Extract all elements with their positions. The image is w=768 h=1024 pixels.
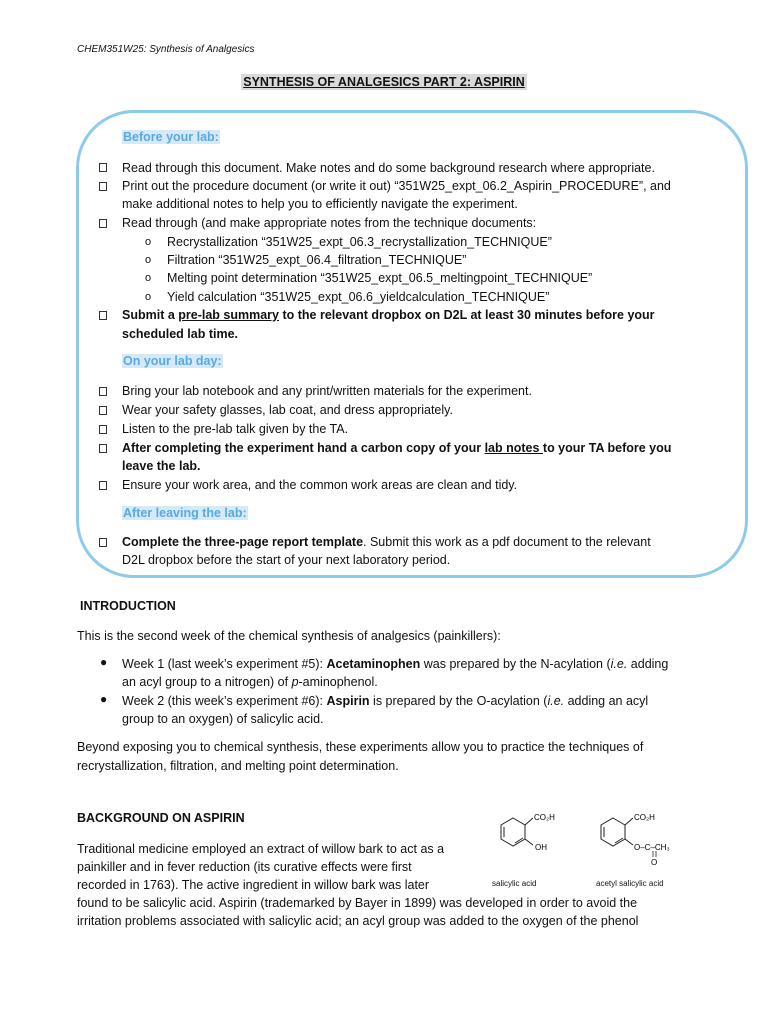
after-lab-heading: After leaving the lab: — [123, 506, 247, 520]
lab-day-item-notebook: Bring your lab notebook and any print/written materials for the experiment. — [122, 384, 532, 398]
introduction-heading: INTRODUCTION — [80, 599, 176, 613]
introduction-lead: This is the second week of the chemical synthesis of analgesics (painkillers): — [77, 629, 501, 643]
circle-bullet-icon: o — [145, 254, 152, 266]
before-item-print-cont: make additional notes to help you to efficiently navigate the experiment. — [122, 197, 518, 211]
introduction-closing-cont: recrystallization, filtration, and melting point determination. — [77, 759, 399, 773]
document-title: SYNTHESIS OF ANALGESICS PART 2: ASPIRIN — [243, 75, 525, 89]
report-item-cont: D2L dropbox before the start of your next laboratory period. — [122, 553, 451, 567]
course-header-note: CHEM351W25: Synthesis of Analgesics — [77, 44, 255, 55]
introduction-closing: Beyond exposing you to chemical synthesis, these experiments allow you to practice the techniques of — [77, 740, 644, 754]
week1-item-cont: an acyl group to a nitrogen) of p-aminophenol. — [122, 675, 378, 689]
checkbox-icon[interactable] — [99, 425, 107, 434]
checkbox-icon[interactable] — [99, 444, 107, 453]
checkbox-icon[interactable] — [99, 311, 107, 320]
before-item-read: Read through this document. Make notes and do some background research where appropriate. — [122, 161, 655, 175]
submit-prelab-item: Submit a pre-lab summary to the relevant dropbox on D2L at least 30 minutes before your — [122, 308, 655, 322]
bullet-icon: ● — [100, 655, 108, 669]
co2h-label: CO₂H — [534, 813, 555, 822]
checkbox-icon[interactable] — [99, 182, 107, 191]
carbonyl-o-label: O — [651, 858, 658, 867]
carbon-copy-item: After completing the experiment hand a carbon copy of your lab notes to your TA before you — [122, 441, 672, 455]
lab-day-item-prelab-talk: Listen to the pre-lab talk given by the TA. — [122, 422, 349, 436]
checkbox-icon[interactable] — [99, 219, 107, 228]
lab-day-heading: On your lab day: — [123, 354, 222, 368]
checkbox-icon[interactable] — [99, 387, 107, 396]
report-item: Complete the three-page report template. Submit this work as a pdf document to the relevant — [122, 535, 651, 549]
ester-label: O–C–CH₃ — [634, 843, 670, 852]
week1-item: Week 1 (last week’s experiment #5): Acetaminophen was prepared by the N-acylation (i.e. adding — [122, 657, 669, 671]
week2-item-cont: group to an oxygen) of salicylic acid. — [122, 712, 324, 726]
circle-bullet-icon: o — [145, 272, 152, 284]
checkbox-icon[interactable] — [99, 406, 107, 415]
before-item-print: Print out the procedure document (or write it out) “351W25_expt_06.2_Aspirin_PROCEDURE”, and — [122, 179, 671, 193]
technique-yield: Yield calculation “351W25_expt_06.6_yieldcalculation_TECHNIQUE” — [167, 290, 550, 304]
background-line-5: irritation problems associated with salicylic acid; an acyl group was added to the oxygen of the phenol — [77, 914, 639, 928]
before-lab-heading: Before your lab: — [123, 130, 219, 144]
salicylic-acid-structure — [495, 806, 570, 866]
checkbox-icon[interactable] — [99, 163, 107, 172]
technique-recrystallization: Recrystallization “351W25_expt_06.3_recrystallization_TECHNIQUE” — [167, 235, 552, 249]
bullet-icon: ● — [100, 692, 108, 706]
background-line-1: Traditional medicine employed an extract of willow bark to act as a — [77, 842, 445, 856]
week2-item: Week 2 (this week’s experiment #6): Aspirin is prepared by the O-acylation (i.e. adding an acyl — [122, 694, 649, 708]
before-item-techniques: Read through (and make appropriate notes from the technique documents: — [122, 216, 537, 230]
acetyl-salicylic-acid-label: acetyl salicylic acid — [596, 879, 664, 888]
submit-prelab-item-cont: scheduled lab time. — [122, 327, 239, 341]
background-line-4: found to be salicylic acid. Aspirin (trademarked by Bayer in 1899) was developed in order to avoid the — [77, 896, 638, 910]
oh-label: OH — [535, 843, 547, 852]
checkbox-icon[interactable] — [99, 538, 107, 547]
background-line-2: painkiller and in fever reduction (its curative effects were first — [77, 860, 412, 874]
circle-bullet-icon: o — [145, 236, 152, 248]
circle-bullet-icon: o — [145, 291, 152, 303]
lab-day-item-safety: Wear your safety glasses, lab coat, and dress appropriately. — [122, 403, 453, 417]
carbon-copy-item-cont: leave the lab. — [122, 459, 201, 473]
salicylic-acid-label: salicylic acid — [492, 879, 537, 888]
checkbox-icon[interactable] — [99, 481, 107, 490]
background-heading: BACKGROUND ON ASPIRIN — [77, 811, 245, 825]
clean-area-item: Ensure your work area, and the common work areas are clean and tidy. — [122, 478, 518, 492]
technique-filtration: Filtration “351W25_expt_06.4_filtration_TECHNIQUE” — [167, 253, 467, 267]
co2h-label: CO₂H — [634, 813, 655, 822]
acetyl-salicylic-acid-structure — [595, 806, 690, 870]
background-line-3: recorded in 1763). The active ingredient in willow bark was later — [77, 878, 430, 892]
technique-melting-point: Melting point determination “351W25_expt_06.5_meltingpoint_TECHNIQUE” — [167, 271, 593, 285]
